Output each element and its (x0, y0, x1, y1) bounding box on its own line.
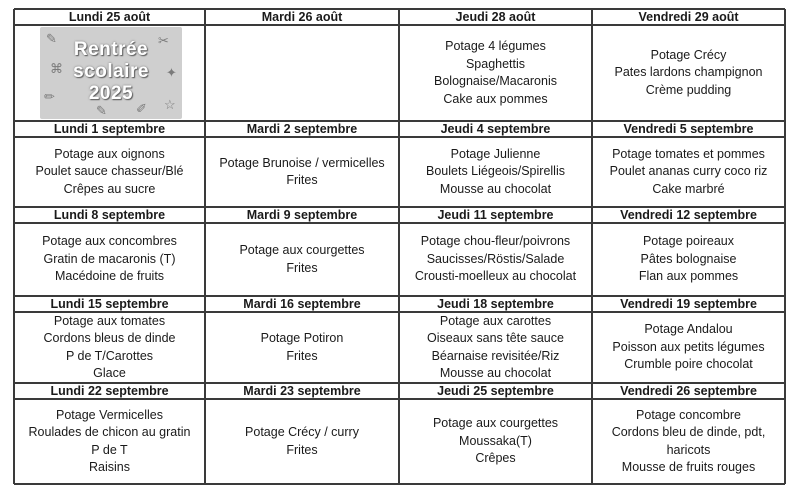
menu-cell (14, 399, 205, 484)
rentree-scolaire-badge (40, 27, 182, 119)
dish-item: Mousse au chocolat (439, 366, 552, 380)
dish-list (433, 415, 558, 468)
dish-list (614, 47, 762, 100)
dish-item: Potage concombre (636, 407, 741, 422)
dish-list (35, 146, 183, 199)
school-doodle-icon: ✂ (158, 33, 169, 48)
dish-item: Potage tomates et pommes (612, 146, 765, 161)
badge-line: scolaire (73, 61, 149, 82)
menu-cell (14, 137, 205, 207)
dish-list (219, 155, 384, 190)
day-header: Jeudi 25 septembre (437, 384, 554, 398)
dish-list (43, 313, 175, 383)
dish-item: Macédoine de fruits (54, 269, 165, 284)
dish-item: Frites (286, 442, 318, 457)
dish-item: P de T (91, 442, 128, 457)
dish-list (610, 146, 768, 199)
dish-list (426, 146, 565, 199)
dish-item: Boulets Liégeois/Spirellis (426, 164, 565, 179)
school-doodle-icon: ✦ (166, 65, 177, 80)
dish-item: Potage aux oignons (54, 146, 165, 161)
dish-item: Cake aux pommes (443, 91, 548, 106)
dish-list (434, 38, 557, 108)
dish-item: Potage 4 légumes (445, 39, 546, 53)
menu-cell (592, 399, 785, 484)
day-header: Lundi 8 septembre (53, 208, 166, 222)
dish-item: Poulet sauce chasseur/Blé (35, 164, 184, 179)
day-header: Mardi 16 septembre (243, 297, 361, 311)
day-header: Lundi 1 septembre (53, 122, 166, 136)
dish-item: Frites (286, 348, 318, 363)
menu-cell (592, 312, 785, 383)
dish-item: Oiseaux sans tête sauce (427, 331, 564, 345)
dish-item: Poisson aux petits légumes (612, 339, 765, 354)
school-doodle-icon: ✏ (44, 89, 55, 104)
dish-item: Crumble poire chocolat (624, 357, 753, 372)
dish-item: Potage aux courgettes (432, 416, 559, 431)
dish-item: Pâtes bolognaise (640, 251, 737, 266)
dish-list (427, 313, 564, 383)
dish-item: Roulades de chicon au gratin (28, 425, 191, 439)
menu-cell (592, 137, 785, 207)
dish-item: Bolognaise/Macaronis (434, 74, 557, 88)
day-header: Vendredi 26 septembre (620, 384, 757, 398)
dish-item: P de T/Carottes (65, 348, 154, 363)
day-header: Jeudi 4 septembre (440, 122, 551, 136)
dish-list (245, 424, 359, 459)
dish-item: Cordons bleus de dinde (43, 331, 176, 345)
day-header: Mardi 2 septembre (246, 122, 358, 136)
dish-item: Cake marbré (652, 181, 725, 196)
dish-item: Potage Crécy / curry (245, 425, 359, 439)
dish-item: Saucisses/Röstis/Salade (426, 251, 565, 266)
dish-list (29, 407, 191, 477)
school-doodle-icon: ✐ (136, 101, 147, 116)
dish-item: Potage Julienne (450, 146, 541, 161)
dish-item: Frites (286, 260, 318, 275)
dish-list (612, 321, 764, 374)
menu-cell (205, 399, 399, 484)
dish-item: Flan aux pommes (638, 269, 739, 284)
dish-list (612, 407, 766, 477)
day-header: Jeudi 11 septembre (437, 208, 554, 222)
dish-item: Potage Vermicelles (55, 407, 163, 422)
day-header: Lundi 25 août (68, 10, 151, 24)
day-header: Vendredi 19 septembre (620, 297, 757, 311)
dish-item: Crêpes au sucre (63, 181, 156, 196)
school-doodle-icon: ✎ (96, 103, 107, 118)
day-header: Vendredi 5 septembre (623, 122, 754, 136)
dish-item: Moussaka(T) (459, 433, 532, 448)
menu-cell (205, 223, 399, 296)
menu-table (14, 9, 785, 484)
day-header: Mardi 23 septembre (243, 384, 361, 398)
menu-cell (205, 312, 399, 383)
dish-list (42, 233, 177, 286)
dish-item: Crousti-moelleux au chocolat (414, 269, 577, 284)
menu-cell (205, 137, 399, 207)
dish-item: Potage aux carottes (439, 313, 552, 328)
menu-cell (14, 312, 205, 383)
school-doodle-icon: ✎ (46, 31, 57, 46)
dish-item: Poulet ananas curry coco riz (609, 164, 768, 179)
menu-cell (592, 223, 785, 296)
dish-item: Cordons bleu de dinde, pdt, (611, 425, 766, 439)
school-doodle-icon: ☆ (164, 97, 176, 112)
dish-item: Béarnaise revisitée/Riz (431, 348, 560, 363)
day-header: Jeudi 28 août (455, 10, 536, 24)
dish-item: Raisins (88, 460, 130, 474)
day-header: Jeudi 18 septembre (437, 297, 554, 311)
day-header: Lundi 15 septembre (50, 297, 169, 311)
dish-item: Potage aux courgettes (239, 243, 365, 257)
dish-item: Potage aux tomates (53, 313, 166, 328)
day-header: Vendredi 29 août (638, 10, 739, 24)
dish-item: Potage Andalou (644, 322, 733, 337)
menu-cell (399, 137, 592, 207)
menu-cell (399, 25, 592, 121)
dish-item: Frites (286, 173, 318, 187)
menu-cell (399, 399, 592, 484)
dish-item: Gratin de macaronis (T) (43, 251, 176, 266)
dish-item: haricots (666, 442, 711, 457)
dish-item: Potage chou-fleur/poivrons (420, 234, 571, 249)
dish-item: Potage poireaux (642, 234, 735, 249)
menu-cell (399, 223, 592, 296)
day-header: Mardi 9 septembre (246, 208, 358, 222)
menu-cell (592, 25, 785, 121)
dish-item: Glace (93, 366, 126, 380)
dish-item: Mousse au chocolat (439, 181, 552, 196)
badge-text (40, 39, 182, 105)
dish-item: Pates lardons champignon (614, 65, 763, 80)
dish-item: Potage Potiron (260, 331, 344, 345)
dish-list (415, 233, 576, 286)
dish-item: Potage aux concombres (42, 234, 177, 249)
school-doodle-icon: ⌘ (50, 61, 63, 76)
dish-list (639, 233, 738, 286)
badge-line: Rentrée (73, 39, 149, 60)
day-header: Vendredi 12 septembre (620, 208, 757, 222)
dish-item: Spaghettis (465, 56, 526, 71)
dish-item: Crêpes (475, 451, 516, 466)
menu-cell (14, 223, 205, 296)
badge-line: 2025 (88, 83, 134, 104)
menu-cell (399, 312, 592, 383)
dish-item: Potage Brunoise / vermicelles (219, 155, 385, 170)
day-header: Mardi 26 août (261, 10, 343, 24)
day-header: Lundi 22 septembre (50, 384, 169, 398)
dish-item: Potage Crécy (650, 47, 727, 62)
menu-cell (205, 25, 399, 121)
dish-list (261, 330, 344, 365)
dish-item: Crème pudding (645, 82, 732, 97)
dish-item: Mousse de fruits rouges (621, 460, 756, 474)
dish-list (239, 242, 364, 277)
